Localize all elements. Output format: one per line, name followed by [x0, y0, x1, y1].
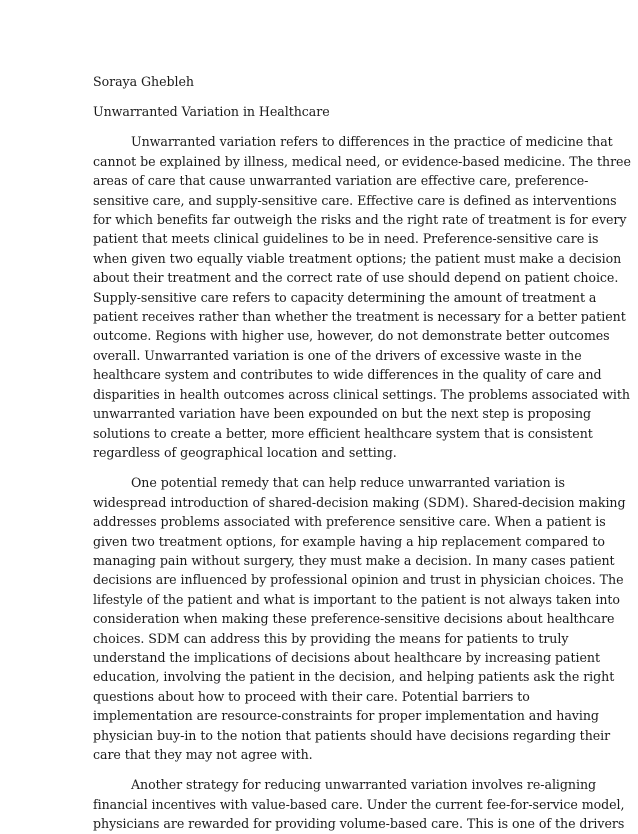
- paragraph-line: regardless of geographical location and setting.: [93, 444, 397, 460]
- paragraph-line: areas of care that cause unwarranted variation are effective care, preference-: [93, 173, 589, 189]
- paragraph-line: implementation are resource-constraints for proper implementation and having: [93, 708, 599, 724]
- paragraph-line: lifestyle of the patient and what is important to the patient is not always taken into: [93, 591, 620, 607]
- paragraph-line: about their treatment and the correct rate of use should depend on patient choice.: [93, 270, 619, 286]
- paragraph-line: widespread introduction of shared-decision making (SDM). Shared-decision making: [93, 494, 626, 510]
- paragraph-line: solutions to create a better, more efficient healthcare system that is consistent: [93, 425, 593, 441]
- paragraph-line: healthcare system and contributes to wide differences in the quality of care and: [93, 367, 602, 383]
- paragraph-line: financial incentives with value-based care. Under the current fee-for-service model,: [93, 796, 625, 812]
- paragraph-3: [93, 775, 625, 833]
- paragraph-line: unwarranted variation have been expounded on but the next step is proposing: [93, 406, 592, 422]
- paragraph-line: education, involving the patient in the decision, and helping patients ask the right: [93, 669, 615, 685]
- paragraph-line: overall. Unwarranted variation is one of the drivers of excessive waste in the: [93, 347, 582, 363]
- paragraph-line: given two treatment options, for example having a hip replacement compared to: [93, 533, 605, 549]
- paragraph-line: understand the implications of decisions about healthcare by increasing patient: [93, 649, 600, 665]
- paragraph-line: consideration when making these preference-sensitive decisions about healthcare: [93, 611, 615, 627]
- paragraph-line: patient that meets clinical guidelines to be in need. Preference-sensitive care is: [93, 231, 599, 247]
- paragraph-line: addresses problems associated with preference sensitive care. When a patient is: [93, 514, 606, 530]
- paragraph-line: physician buy-in to the notion that patients should have decisions regarding their: [93, 727, 611, 743]
- paragraph-line: One potential remedy that can help reduce unwarranted variation is: [131, 475, 565, 491]
- paragraph-line: Another strategy for reducing unwarranted variation involves re-aligning: [131, 777, 597, 793]
- document-title: Unwarranted Variation in Healthcare: [93, 104, 330, 120]
- paragraph-line: choices. SDM can address this by providing the means for patients to truly: [93, 630, 569, 646]
- paragraph-line: sensitive care, and supply-sensitive care. Effective care is defined as interventions: [93, 192, 617, 208]
- paragraph-line: cannot be explained by illness, medical need, or evidence-based medicine. The three: [93, 153, 631, 169]
- paragraph-line: decisions are influenced by professional opinion and trust in physician choices. The: [93, 572, 624, 588]
- paragraph-line: patient receives rather than whether the treatment is necessary for a better patient: [93, 309, 626, 325]
- author-name: Soraya Ghebleh: [93, 74, 194, 89]
- paragraph-line: physicians are rewarded for providing volume-based care. This is one of the drivers: [93, 816, 625, 832]
- paragraph-line: care that they may not agree with.: [93, 747, 313, 762]
- paragraph-2: [93, 473, 626, 764]
- paragraph-line: disparities in health outcomes across clinical settings. The problems associated with: [93, 386, 630, 402]
- paragraph-line: questions about how to proceed with their care. Potential barriers to: [93, 688, 530, 704]
- paragraph-line: managing pain without surgery, they must make a decision. In many cases patient: [93, 552, 615, 568]
- paragraph-line: Supply-sensitive care refers to capacity determining the amount of treatment a: [93, 289, 597, 305]
- paragraph-line: Unwarranted variation refers to differences in the practice of medicine that: [131, 134, 613, 150]
- paragraph-line: for which benefits far outweigh the risks and the right rate of treatment is for every: [93, 212, 627, 228]
- paragraph-line: outcome. Regions with higher use, however, do not demonstrate better outcomes: [93, 328, 610, 344]
- paragraph-line: when given two equally viable treatment options; the patient must make a decision: [93, 250, 622, 266]
- paragraph-1: [93, 132, 631, 462]
